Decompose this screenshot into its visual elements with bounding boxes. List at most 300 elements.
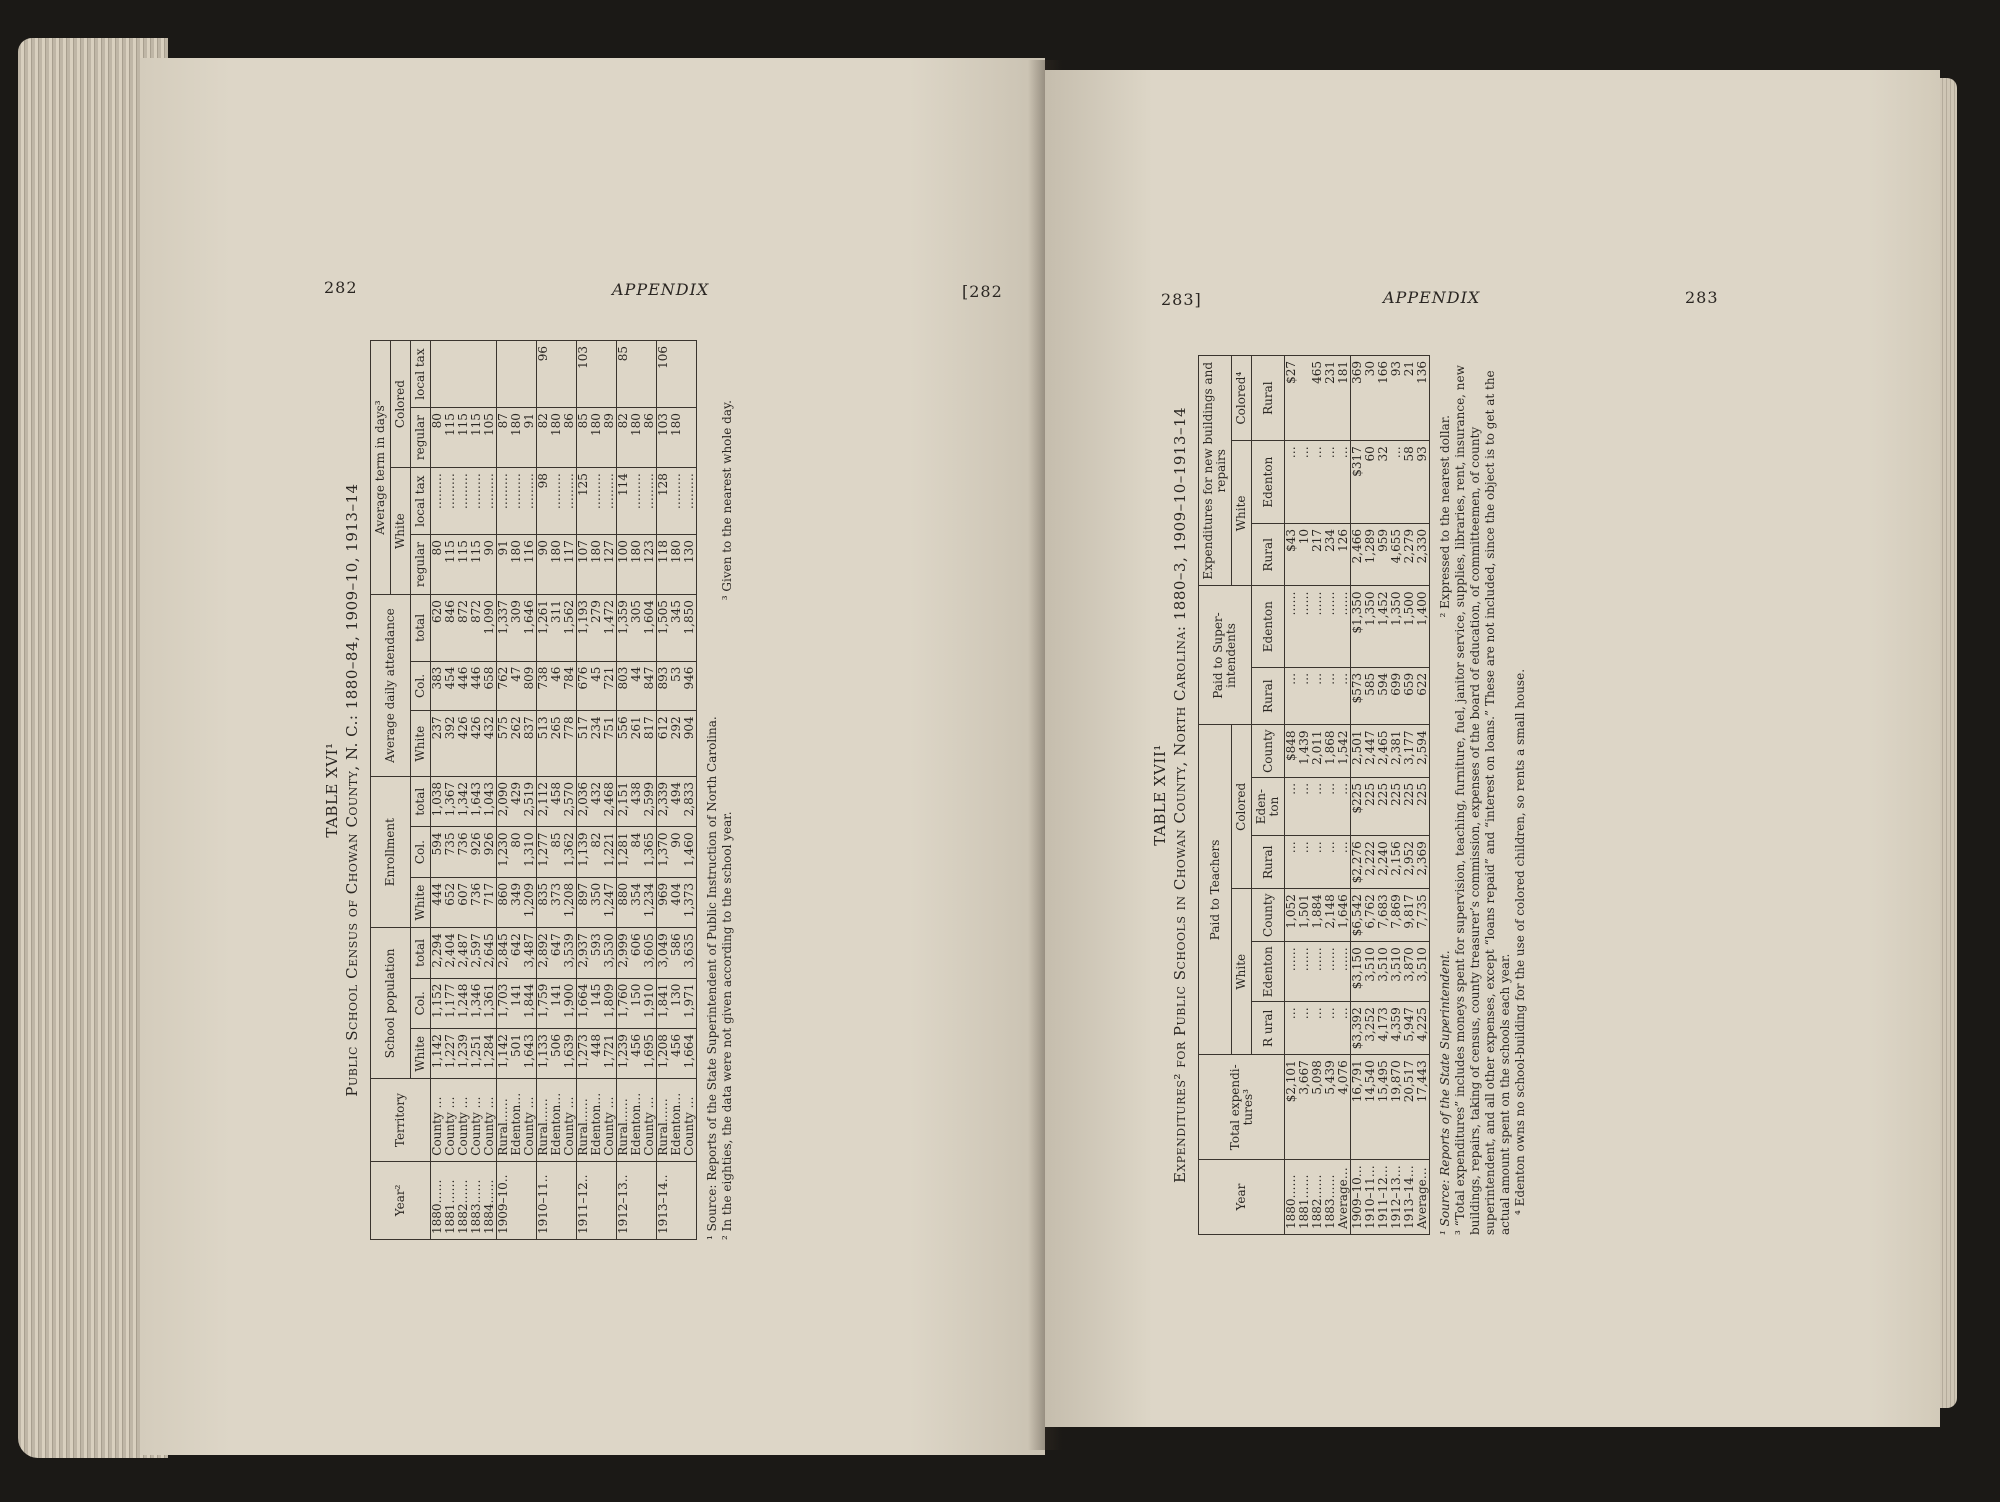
table-cell: ………	[510, 468, 523, 535]
table-cell: 432	[483, 711, 497, 777]
table-cell	[630, 1161, 643, 1239]
table-cell: 2,468	[603, 777, 617, 827]
table-cell: $27	[1285, 356, 1299, 441]
table-cell: Edenton…	[590, 1079, 603, 1161]
table-cell: 676	[577, 661, 591, 711]
table-row	[537, 341, 551, 1240]
table-cell: 1910–11…	[1364, 1160, 1377, 1235]
table-cell: 506	[550, 1029, 563, 1079]
table-cell: 80	[510, 827, 523, 877]
table-cell: 128	[657, 468, 671, 535]
table-cell: 15,495	[1377, 1055, 1390, 1160]
table-cell: County …	[523, 1079, 537, 1161]
table-cell: 1,809	[603, 978, 617, 1028]
table-cell: ………	[444, 468, 457, 535]
table-cell: 262	[510, 711, 523, 777]
table-cell: 17,443	[1416, 1055, 1430, 1160]
table-cell: 2,404	[444, 928, 457, 978]
table-cell: 85	[617, 341, 631, 408]
table-cell: …	[1285, 667, 1299, 725]
table-cell: 642	[510, 928, 523, 978]
table-cell: 738	[537, 661, 551, 711]
table-cell: 305	[630, 595, 643, 661]
table-cell: 80	[431, 408, 445, 468]
table-cell: ……	[1311, 586, 1324, 667]
table-cell: 279	[590, 595, 603, 661]
table-cell: 699	[1390, 667, 1403, 725]
table-cell: 1,400	[1416, 586, 1430, 667]
table-cell: County …	[470, 1079, 483, 1161]
table-cell	[431, 341, 445, 408]
table-cell: ……	[1337, 586, 1351, 667]
table-cell: 47	[510, 661, 523, 711]
table-cell: 2,519	[523, 777, 537, 827]
table-cell: 1883……	[1324, 1160, 1337, 1235]
table-row	[1351, 356, 1365, 1235]
table-cell: 150	[630, 978, 643, 1028]
table-cell: 1884……	[483, 1161, 497, 1239]
table-cell: 44	[630, 661, 643, 711]
hdr-r-tc-county: County	[1252, 725, 1285, 777]
hdr-population: School population	[371, 928, 411, 1079]
table-cell: 181	[1337, 356, 1351, 441]
table-cell: 30	[1364, 356, 1377, 441]
table-cell: 1,234	[643, 877, 657, 927]
table-row	[1416, 356, 1430, 1235]
table-cell: 837	[523, 711, 537, 777]
table-cell: 126	[1337, 524, 1351, 587]
table-cell: 1,501	[1298, 889, 1311, 942]
table-cell: Rural……	[657, 1079, 671, 1161]
table-cell: 1,038	[431, 777, 445, 827]
hdr-term-white: White	[391, 468, 411, 595]
table-cell: 1882……	[457, 1161, 470, 1239]
table-cell: 261	[630, 711, 643, 777]
table-cell: 85	[550, 827, 563, 877]
hdr-r-tw-rural: R ural	[1252, 1002, 1285, 1055]
hdr-enrollment: Enrollment	[371, 777, 411, 928]
table-cell: ………	[603, 468, 617, 535]
table-row	[431, 341, 445, 1240]
table-cell: 872	[470, 595, 483, 661]
table-cell: 585	[1364, 667, 1377, 725]
table-cell: 2,952	[1403, 836, 1416, 889]
hdr-r-buildings: Expenditures for new buildings and repairs	[1199, 356, 1232, 587]
table-cell: ………	[563, 468, 577, 535]
table-cell: ………	[590, 468, 603, 535]
table-cell: 87	[497, 408, 511, 468]
table-cell: …	[1324, 1002, 1337, 1055]
table-cell: …	[1311, 667, 1324, 725]
table-cell: 5,947	[1403, 1002, 1416, 1055]
table-cell: 652	[444, 877, 457, 927]
table-cell: 180	[670, 535, 683, 595]
table-cell: 3,049	[657, 928, 671, 978]
table-cell: $573	[1351, 667, 1365, 725]
table-cell: 116	[523, 535, 537, 595]
table-cell: 82	[590, 827, 603, 877]
table-cell	[643, 1161, 657, 1239]
table-cell: 959	[1377, 524, 1390, 587]
right-footnote-1: ¹ Source: Reports of the State Superintendent.	[1438, 950, 1452, 1235]
table-cell: 1909–10..	[497, 1161, 511, 1239]
table-cell: 803	[617, 661, 631, 711]
table-row	[1337, 356, 1351, 1235]
table-cell: 1881……	[444, 1161, 457, 1239]
table-cell: 237	[431, 711, 445, 777]
table-cell: 369	[1351, 356, 1365, 441]
table-cell: 3,510	[1416, 942, 1430, 1002]
table-cell: 1,604	[643, 595, 657, 661]
table-cell: …	[1337, 667, 1351, 725]
hdr-r-teach-colored: Colored	[1232, 725, 1252, 889]
table-cell: 426	[470, 711, 483, 777]
table-cell: 1,346	[470, 978, 483, 1028]
table-cell: 735	[444, 827, 457, 877]
table-cell: 446	[470, 661, 483, 711]
table-cell: 2,369	[1416, 836, 1430, 889]
table-cell: ……	[1298, 586, 1311, 667]
table-cell: 115	[457, 408, 470, 468]
table-cell: 586	[670, 928, 683, 978]
table-cell: …	[1285, 1002, 1299, 1055]
table-cell: 46	[550, 661, 563, 711]
table-cell: $2,101	[1285, 1055, 1299, 1160]
table-cell: 1,760	[617, 978, 631, 1028]
hdr-col-regular: regular	[411, 408, 431, 468]
table-cell: 115	[444, 408, 457, 468]
table-cell: 1,350	[1390, 586, 1403, 667]
table-cell: 1,350	[1364, 586, 1377, 667]
table-cell: 103	[657, 408, 671, 468]
table-cell: …	[1337, 441, 1351, 524]
table-row	[483, 341, 497, 1240]
table-cell: 809	[523, 661, 537, 711]
table-cell: 234	[590, 711, 603, 777]
hdr-r-tc-rural: Rural	[1252, 836, 1285, 889]
table-cell	[590, 341, 603, 408]
table-cell: 2,011	[1311, 725, 1324, 777]
hdr-r-total: Total expendi- tures³	[1199, 1055, 1285, 1160]
table-cell	[603, 1161, 617, 1239]
table-cell: 2,833	[683, 777, 697, 827]
table-cell: 91	[497, 535, 511, 595]
hdr-pop-white: White	[411, 1029, 431, 1079]
table-cell: 1,152	[431, 978, 445, 1028]
table-cell	[444, 341, 457, 408]
hdr-att-white: White	[411, 711, 431, 777]
table-cell: 3,510	[1390, 942, 1403, 1002]
table-cell: 594	[1377, 667, 1390, 725]
hdr-r-build-white: White	[1232, 441, 1252, 586]
right-row-group	[1351, 356, 1430, 1235]
table-cell: 926	[470, 827, 483, 877]
table-cell: 404	[670, 877, 683, 927]
table-cell: …	[1311, 441, 1324, 524]
table-cell	[550, 341, 563, 408]
hdr-enr-col: Col.	[411, 827, 431, 877]
table-cell: 166	[1377, 356, 1390, 441]
table-cell: 311	[550, 595, 563, 661]
table-row	[1298, 356, 1311, 1235]
table-cell: 86	[563, 408, 577, 468]
table-cell: 180	[550, 408, 563, 468]
table-cell: 1,289	[1364, 524, 1377, 587]
table-cell: ………	[470, 468, 483, 535]
table-cell: County …	[483, 1079, 497, 1161]
hdr-r-tw-edenton: Edenton	[1252, 942, 1285, 1002]
table-cell: 45	[590, 661, 603, 711]
table-row	[523, 341, 537, 1240]
table-cell: 292	[670, 711, 683, 777]
table-cell: 2,279	[1403, 524, 1416, 587]
table-row	[657, 341, 671, 1240]
table-cell: 234	[1324, 524, 1337, 587]
table-cell	[563, 341, 577, 408]
table-cell: 2,151	[617, 777, 631, 827]
table-cell: 86	[643, 408, 657, 468]
table-cell	[523, 1161, 537, 1239]
right-footnote-2: ² Expressed to the nearest dollar.	[1438, 415, 1452, 618]
table-cell: County …	[643, 1079, 657, 1161]
table-cell: 136	[1416, 356, 1430, 441]
left-row-group	[577, 341, 617, 1240]
table-cell: 1,239	[617, 1029, 631, 1079]
table-cell: 106	[657, 341, 671, 408]
table-cell: …	[1311, 777, 1324, 835]
table-cell: 1,209	[523, 877, 537, 927]
table-cell: 350	[590, 877, 603, 927]
table-cell: 1,221	[603, 827, 617, 877]
table-cell: 130	[683, 535, 697, 595]
table-cell: 860	[497, 877, 511, 927]
table-cell: 2,222	[1364, 836, 1377, 889]
table-cell: 180	[630, 535, 643, 595]
hdr-r-s-edenton: Edenton	[1252, 586, 1285, 667]
table-cell: ……	[1285, 942, 1299, 1002]
table-cell: County …	[431, 1079, 445, 1161]
table-cell: 2,447	[1364, 725, 1377, 777]
table-cell: …	[1324, 836, 1337, 889]
table-cell: ………	[630, 468, 643, 535]
table-cell: 1,281	[617, 827, 631, 877]
table-cell	[563, 1161, 577, 1239]
hdr-white-regular: regular	[411, 535, 431, 595]
table-row	[643, 341, 657, 1240]
table-cell: 1,139	[577, 827, 591, 877]
left-row-group	[497, 341, 537, 1240]
table-cell: 85	[577, 408, 591, 468]
table-cell: 1,562	[563, 595, 577, 661]
table-cell: 1911–12…	[1377, 1160, 1390, 1235]
table-cell: …	[1337, 836, 1351, 889]
table-cell: 309	[510, 595, 523, 661]
table-cell: 1910–11..	[537, 1161, 551, 1239]
table-cell: 1909–10…	[1351, 1160, 1365, 1235]
table-cell: 751	[603, 711, 617, 777]
table-cell: 21	[1403, 356, 1416, 441]
right-page-number: 283	[1685, 288, 1719, 307]
table-cell: 7,869	[1390, 889, 1403, 942]
left-footnote-3: ³ Given to the nearest whole day.	[720, 400, 734, 601]
table-cell: …	[1298, 441, 1311, 524]
table-cell: 1,841	[657, 978, 671, 1028]
right-running-title: APPENDIX	[1383, 288, 1481, 307]
table-cell	[683, 341, 697, 408]
table-cell: 1912–13..	[617, 1161, 631, 1239]
table-cell: 1,643	[470, 777, 483, 827]
table-cell: Edenton…	[510, 1079, 523, 1161]
table-cell: 96	[537, 341, 551, 408]
table-cell: 1,337	[497, 595, 511, 661]
table-cell: 53	[670, 661, 683, 711]
table-cell: 2,112	[537, 777, 551, 827]
table-cell: County …	[563, 1079, 577, 1161]
table-cell: 1,703	[497, 978, 511, 1028]
table-cell: 1913–14..	[657, 1161, 671, 1239]
table-cell: 2,036	[577, 777, 591, 827]
table-cell: 494	[670, 777, 683, 827]
hdr-att-total: total	[411, 595, 431, 661]
table-cell: …	[1285, 836, 1299, 889]
table-cell: 2,892	[537, 928, 551, 978]
table-cell	[483, 341, 497, 408]
table-cell: 1883……	[470, 1161, 483, 1239]
table-cell: 1,177	[444, 978, 457, 1028]
table-cell: 5,098	[1311, 1055, 1324, 1160]
table-cell: 115	[444, 535, 457, 595]
table-cell: 1,505	[657, 595, 671, 661]
table-cell: $43	[1285, 524, 1299, 587]
table-cell: 2,339	[657, 777, 671, 827]
table-cell: 118	[657, 535, 671, 595]
table-cell: 103	[577, 341, 591, 408]
table-cell: 180	[510, 408, 523, 468]
table-row	[683, 341, 697, 1240]
table-cell: 373	[550, 877, 563, 927]
table-cell: 2,090	[497, 777, 511, 827]
table-cell: 513	[537, 711, 551, 777]
table-cell: 3,177	[1403, 725, 1416, 777]
table-cell: 5,439	[1324, 1055, 1337, 1160]
table-cell: 93	[1416, 441, 1430, 524]
right-footnote-3: ³ “Total expenditures” includes moneys spent for supervision, teaching, furniture, fuel, janitor service, supplies, libraries, rent, insurance, new buildings, repairs, taking of census, county treasurer’s commission, expenses of the board of education, of committeemen, of county superintendent, and all other expenses, except “loans repaid” and “interest on loans.” These are not included, since the object is to get at the actual amount spent on the schools each year.	[1453, 365, 1512, 1235]
table-cell: 444	[431, 877, 445, 927]
hdr-r-paid-teachers: Paid to Teachers	[1199, 725, 1232, 1055]
hdr-r-year: Year	[1199, 1160, 1285, 1235]
table-row	[563, 341, 577, 1240]
table-cell: 1,365	[643, 827, 657, 877]
table-cell: 721	[603, 661, 617, 711]
table-row	[497, 341, 511, 1240]
table-cell: Rural……	[577, 1079, 591, 1161]
table-cell: 2,466	[1351, 524, 1365, 587]
table-cell: 1,460	[683, 827, 697, 877]
table-cell: …	[1285, 777, 1299, 835]
table-cell: 620	[431, 595, 445, 661]
left-bracket-page: [282	[962, 282, 1003, 301]
table-cell: 2,501	[1351, 725, 1365, 777]
hdr-r-tc-edenton: Eden- ton	[1252, 777, 1285, 835]
table-cell: 10	[1298, 524, 1311, 587]
table-cell	[497, 341, 511, 408]
table-cell: 180	[510, 535, 523, 595]
table-cell: 115	[457, 535, 470, 595]
table-cell: 58	[1403, 441, 1416, 524]
table-cell: 1,043	[483, 777, 497, 827]
table-cell	[510, 1161, 523, 1239]
table-cell: 969	[657, 877, 671, 927]
table-cell: Average…	[1416, 1160, 1430, 1235]
table-cell: ………	[431, 468, 445, 535]
hdr-pop-total: total	[411, 928, 431, 978]
table-cell: 349	[510, 877, 523, 927]
table-cell: 9,817	[1403, 889, 1416, 942]
table-cell: 1,759	[537, 978, 551, 1028]
table-cell: 90	[537, 535, 551, 595]
table-cell: 14,540	[1364, 1055, 1377, 1160]
table-cell: 1880……	[1285, 1160, 1299, 1235]
table-cell: 1,695	[643, 1029, 657, 1079]
table-cell: 658	[483, 661, 497, 711]
table-cell: 594	[431, 827, 445, 877]
table-cell: 117	[563, 535, 577, 595]
table-row	[1324, 356, 1337, 1235]
table-cell: 84	[630, 827, 643, 877]
table-cell: 1,971	[683, 978, 697, 1028]
right-row-group	[1285, 356, 1351, 1235]
table-cell: 16,791	[1351, 1055, 1365, 1160]
table-cell: 82	[617, 408, 631, 468]
table-cell: 458	[550, 777, 563, 827]
table-cell: 180	[630, 408, 643, 468]
hdr-year: Year²	[371, 1161, 431, 1239]
table-cell: 1,367	[444, 777, 457, 827]
table-cell: 2,594	[1416, 725, 1430, 777]
table-cell: 456	[630, 1029, 643, 1079]
table-cell: 3,252	[1364, 1002, 1377, 1055]
table-cell: 1,643	[523, 1029, 537, 1079]
table-cell: 872	[457, 595, 470, 661]
table-cell: 3,635	[683, 928, 697, 978]
table-cell: 90	[483, 535, 497, 595]
right-page	[1045, 70, 1940, 1427]
table-cell: County …	[683, 1079, 697, 1161]
table-cell: Average…	[1337, 1160, 1351, 1235]
table-cell: 4,225	[1416, 1002, 1430, 1055]
right-footnote-4: ⁴ Edenton owns no school-building for the use of colored children, so rents a small house.	[1513, 668, 1527, 1215]
right-footnotes	[1438, 355, 1528, 1235]
table-cell: 446	[457, 661, 470, 711]
left-row-group	[617, 341, 657, 1240]
table-cell: 762	[497, 661, 511, 711]
table-cell: 3,870	[1403, 942, 1416, 1002]
table-cell: 225	[1364, 777, 1377, 835]
left-census-table	[370, 340, 697, 1240]
table-cell: 3,605	[643, 928, 657, 978]
left-table-number: TABLE XVI¹	[323, 742, 341, 838]
table-cell: 2,465	[1377, 725, 1390, 777]
table-cell: 1,310	[523, 827, 537, 877]
table-cell: 835	[537, 877, 551, 927]
table-cell: 1881……	[1298, 1160, 1311, 1235]
table-row	[1285, 356, 1299, 1235]
table-cell: 115	[470, 535, 483, 595]
table-cell: 2,937	[577, 928, 591, 978]
table-cell: 1,273	[577, 1029, 591, 1079]
table-cell: 456	[670, 1029, 683, 1079]
table-cell: 1,284	[483, 1029, 497, 1079]
